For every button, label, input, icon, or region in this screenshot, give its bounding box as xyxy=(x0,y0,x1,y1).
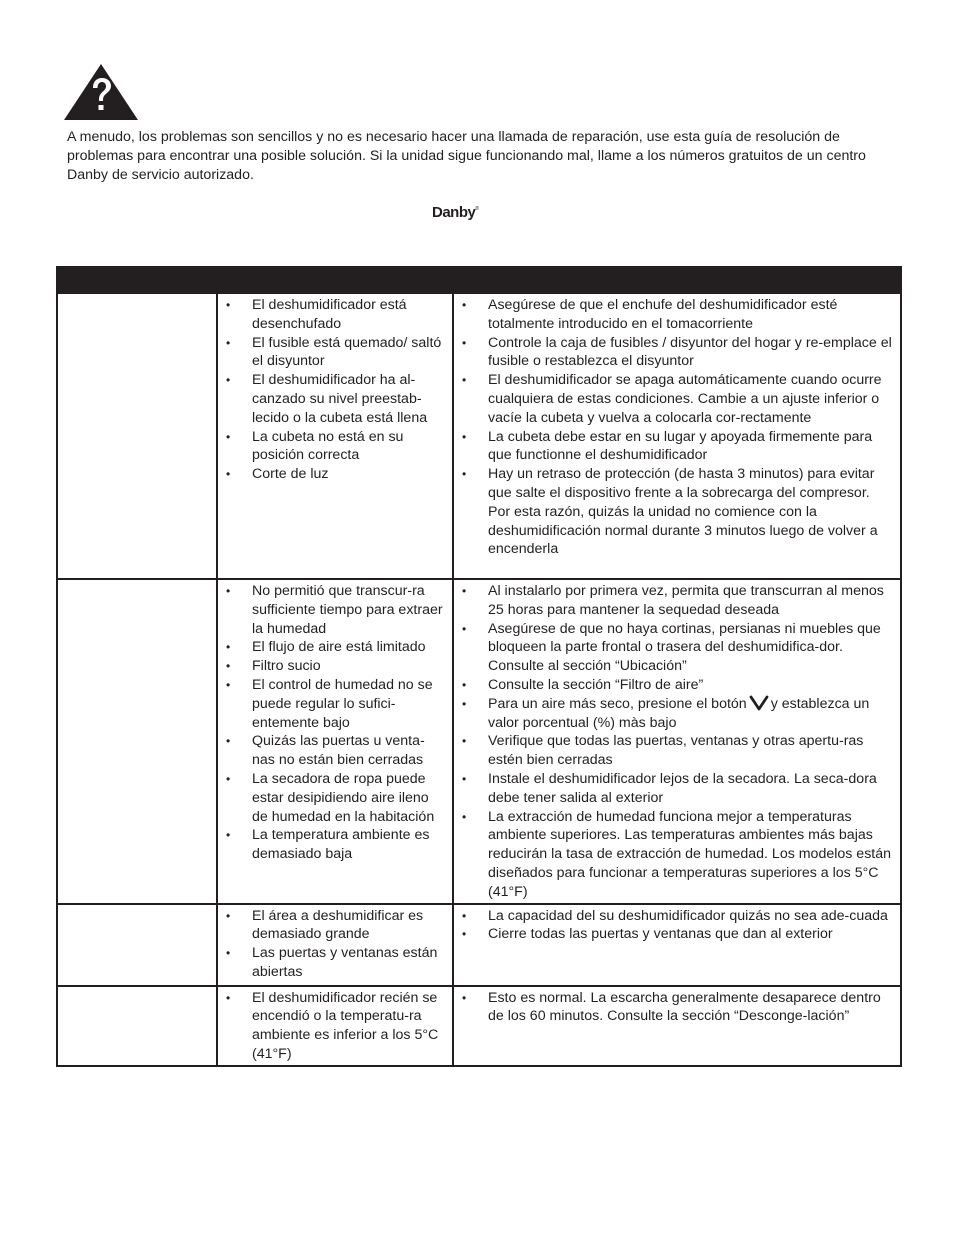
logo-text: Danby xyxy=(432,204,476,221)
solution-item: • La extracción de humedad funciona mejor a temperaturas ambiente superiores. Las temperaturas ambientes más bajas reducirán la tasa de extracción de humedad. Los modelos están diseñados para funcionar a temperaturas superiores a los 5°C (41°F) xyxy=(460,808,894,902)
causes-cell xyxy=(217,293,453,579)
table-row xyxy=(57,293,901,579)
cause-item: • El deshumidificador está desenchufado xyxy=(224,296,446,334)
causes-cell xyxy=(217,904,453,986)
cause-item: • El control de humedad no se puede regular lo sufici-entemente bajo xyxy=(224,676,446,732)
cause-item: • Corte de luz xyxy=(224,465,446,484)
solution-item: • El deshumidificador se apaga automáticamente cuando ocurre cualquiera de estas condiciones. Cambie a un ajuste inferior o vacíe la cubeta y vuelva a colocarla cor-rectamente xyxy=(460,371,894,427)
solution-item: • Consulte la sección “Filtro de aire” xyxy=(460,676,894,695)
problem-cell xyxy=(57,579,217,904)
solutions-cell xyxy=(453,293,901,579)
solution-item: • La capacidad del su deshumidificador quizás no sea ade-cuada xyxy=(460,907,894,926)
solutions-cell xyxy=(453,904,901,986)
solution-item: • Hay un retraso de protección (de hasta 3 minutos) para evitar que salte el dispositivo frente a la sobrecarga del compresor. Por esta razón, quizás la unidad no comience con la deshumidificación normal durante 3 minutos luego de volver a encenderla xyxy=(460,465,894,559)
cause-item: • Filtro sucio xyxy=(224,657,446,676)
solution-item: • Instale el deshumidificador lejos de la secadora. La seca-dora debe tener salida al exterior xyxy=(460,770,894,808)
causes-cell xyxy=(217,579,453,904)
intro-paragraph: A menudo, los problemas son sencillos y no es necesario hacer una llamada de reparación, use esta guía de resolución de problemas para encontrar una posible solución. Si la unidad sigue funcionando mal, llame a los números gratuitos de un centro Danby de servicio autorizado. xyxy=(67,129,866,183)
cause-item: • La secadora de ropa puede estar desipidiendo aire ileno de humedad en la habitación xyxy=(224,770,446,826)
causes-list xyxy=(224,989,446,1064)
solutions-list xyxy=(460,296,894,559)
table-row xyxy=(57,986,901,1066)
causes-cell xyxy=(217,986,453,1066)
solution-item: • Al instalarlo por primera vez, permita que transcurran al menos 25 horas para mantener la sequedad deseada xyxy=(460,582,894,620)
solutions-list xyxy=(460,582,894,902)
cause-item: • El deshumidificador recién se encendió o la temperatu-ra ambiente es inferior a los 5°C (41°F) xyxy=(224,989,446,1064)
cause-item: • Quizás las puertas u venta-nas no están bien cerradas xyxy=(224,732,446,770)
causes-list xyxy=(224,296,446,484)
solutions-cell xyxy=(453,986,901,1066)
cause-item: • La cubeta no está en su posición correcta xyxy=(224,428,446,466)
solution-text: y establezca un valor porcentual (%) màs bajo xyxy=(488,695,870,731)
cause-item: • Las puertas y ventanas están abiertas xyxy=(224,944,446,982)
problem-cell xyxy=(57,293,217,579)
solution-item: • Asegúrese de que el enchufe del deshumidificador esté totalmente introducido en el tomacorriente xyxy=(460,296,894,334)
solutions-list xyxy=(460,989,894,1027)
table-row xyxy=(57,904,901,986)
danby-logo xyxy=(432,204,479,221)
causes-list xyxy=(224,907,446,982)
solution-item: • Esto es normal. La escarcha generalmente desaparece dentro de los 60 minutos. Consulte la sección “Desconge-lación” xyxy=(460,989,894,1027)
cause-item: • El flujo de aire está limitado xyxy=(224,638,446,657)
solutions-list xyxy=(460,907,894,945)
problem-cell xyxy=(57,986,217,1066)
question-warning-triangle-icon xyxy=(62,62,140,122)
cause-item: • El área a deshumidificar es demasiado grande xyxy=(224,907,446,945)
cause-item: • El deshumidificador ha al-canzado su nivel preestab-lecido o la cubeta está llena xyxy=(224,371,446,427)
cause-item: • El fusible está quemado/ saltó el disyuntor xyxy=(224,334,446,372)
cause-item: • La temperatura ambiente es demasiado baja xyxy=(224,826,446,864)
solution-item: • Asegúrese de que no haya cortinas, persianas ni muebles que bloqueen la parte frontal o trasera del deshumidifica-dor. Consulte al sección “Ubicación” xyxy=(460,620,894,676)
troubleshooting-table xyxy=(56,266,902,1067)
causes-list xyxy=(224,582,446,864)
chevron-down-icon xyxy=(749,695,769,711)
cause-item: • No permitió que transcur-ra sufficiente tiempo para extraer la humedad xyxy=(224,582,446,638)
solution-text: Para un aire más seco, presione el botón xyxy=(488,695,747,712)
problem-cell xyxy=(57,904,217,986)
solution-item: • Controle la caja de fusibles / disyuntor del hogar y re-emplace el fusible o restablezca el disyuntor xyxy=(460,334,894,372)
solutions-cell xyxy=(453,579,901,904)
solution-item: • La cubeta debe estar en su lugar y apoyada firmemente para que functionne el deshumidificador xyxy=(460,428,894,466)
solution-item xyxy=(460,695,894,733)
solution-item: • Cierre todas las puertas y ventanas que dan al exterior xyxy=(460,925,894,944)
table-header-row xyxy=(57,267,901,293)
solution-item: • Verifique que todas las puertas, ventanas y otras apertu-ras estén bien cerradas xyxy=(460,732,894,770)
registered-mark: ® xyxy=(475,206,479,212)
table-row xyxy=(57,579,901,904)
